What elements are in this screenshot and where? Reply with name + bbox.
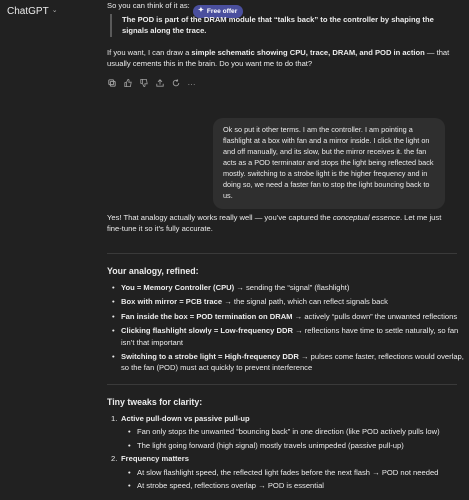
- list-item: [111, 413, 469, 451]
- response-intro-end: . Let me just fine-tune it so it’s fully accurate.: [107, 213, 442, 234]
- followup-text-bold: simple schematic showing CPU, trace, DRAM, and POD in action: [191, 48, 425, 57]
- list-item: • Switching to a strobe light = High-frequency DDR → pulses come faster, reflections would overlap, so the fan (POD) must act quickly to prevent interference: [121, 351, 469, 374]
- sub-list-item: • Fan only stops the unwanted “bouncing back” in one direction (like POD actively pulls low): [137, 426, 469, 437]
- more-icon[interactable]: ···: [187, 80, 196, 89]
- sub-list: [121, 426, 469, 451]
- sub-list: [121, 467, 469, 492]
- model-selector[interactable]: [7, 4, 58, 19]
- list-item-title: Frequency matters: [121, 454, 189, 464]
- list-number: 2.: [111, 454, 118, 464]
- assistant-intro-text: So you can think of it as:: [107, 1, 190, 10]
- user-message-bubble: [213, 118, 445, 209]
- followup-text-start: If you want, I can draw a: [107, 48, 192, 57]
- followup-text-end: — that usually cements this in the brain. Do you want me to do that?: [107, 48, 450, 69]
- message-actions: [107, 79, 196, 91]
- divider: [107, 384, 457, 385]
- tweaks-list: [107, 413, 469, 491]
- sub-list-item: • At strobe speed, reflections overlap → POD is essential: [137, 480, 469, 491]
- app-title: ChatGPT: [7, 6, 49, 17]
- list-item: • Clicking flashlight slowly = Low-frequency DDR → reflections have time to settle naturally, so fan isn’t that important: [121, 325, 469, 348]
- list-item: • Box with mirror = PCB trace → the signal path, which can reflect signals back: [121, 296, 469, 307]
- list-item: [111, 453, 469, 491]
- blockquote-text: The POD is part of the DRAM module that “talks back” to the controller by shaping the signals along the trace.: [122, 15, 434, 36]
- divider: [107, 253, 457, 254]
- thumbs-down-icon[interactable]: [139, 79, 148, 91]
- response-intro-start: Yes! That analogy actually works really well — you’ve captured the: [107, 213, 333, 222]
- blockquote: [110, 14, 452, 37]
- sub-list-item: • The light going forward (high signal) mostly travels unimpeded (passive pull-up): [137, 440, 469, 451]
- sparkle-icon: ✦: [198, 7, 204, 15]
- section-heading-analogy: Your analogy, refined:: [107, 266, 199, 276]
- copy-icon[interactable]: [107, 79, 116, 91]
- section-heading-tweaks: Tiny tweaks for clarity:: [107, 397, 203, 407]
- share-icon[interactable]: [155, 79, 164, 91]
- free-offer-label: Free offer: [206, 7, 238, 15]
- regenerate-icon[interactable]: [171, 79, 180, 91]
- analogy-list: [107, 282, 469, 374]
- list-item-title: Active pull-down vs passive pull-up: [121, 414, 250, 423]
- chevron-down-icon: ⌄: [51, 7, 58, 15]
- sub-list-item: • At slow flashlight speed, the reflected light fades before the next flash → POD not needed: [137, 467, 469, 478]
- response-intro-text: [107, 212, 457, 235]
- thumbs-up-icon[interactable]: [123, 79, 132, 91]
- list-item: • Fan inside the box = POD termination on DRAM → actively “pulls down” the unwanted reflections: [121, 311, 469, 322]
- list-item: • You = Memory Controller (CPU) → sending the “signal” (flashlight): [121, 282, 469, 293]
- list-number: 1.: [111, 414, 118, 423]
- user-message-text: Ok so put it other terms. I am the controller. I am pointing a flashlight at a box with fan and a mirror inside. I click the light on and off manually, and its slow, but the mirror receives it. the fan acts as a POD terminator and stops the light being reflected back mostly. switching to a strobe light is the higher frequency and in doing so, we need a faster fan to stop the light bouncing back to us.: [223, 125, 434, 200]
- assistant-followup-text: [107, 47, 457, 70]
- response-intro-emphasis: conceptual essence: [332, 213, 400, 222]
